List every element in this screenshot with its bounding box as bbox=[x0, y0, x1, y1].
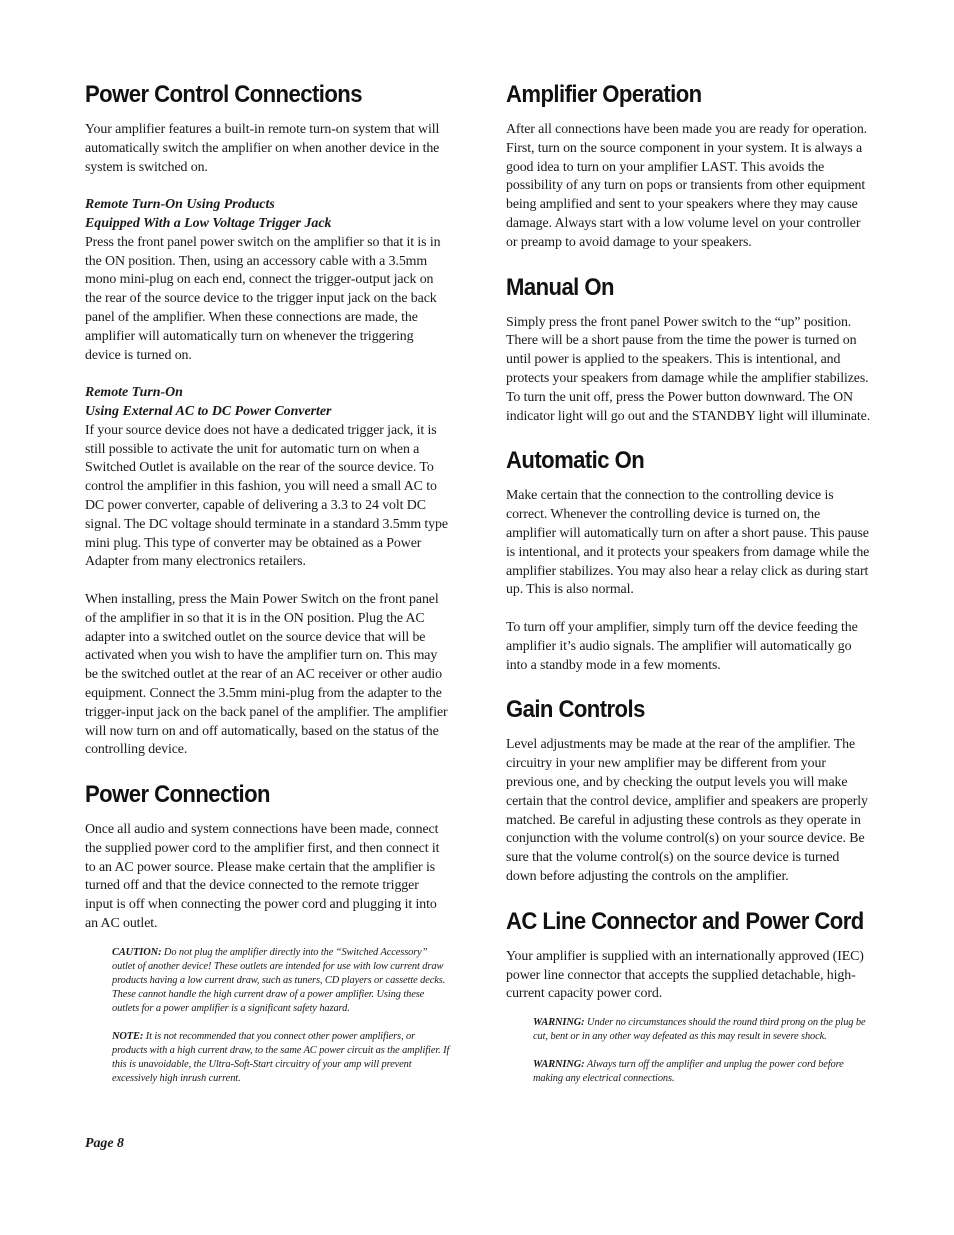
note-text: It is not recommended that you connect other power amplifiers, or products with a high current draw, to the same AC power circuit as the amplifier. If this is unavoidable, the Ultra-Soft-Start circuitry of your amp will prevent excessively high inrush current. bbox=[112, 1030, 450, 1084]
right-column bbox=[506, 78, 871, 1086]
paragraph: Level adjustments may be made at the rear of the amplifier. The circuitry in your new amplifier may be different from your previous one, and by checking the output levels you will make certain that the control device, amplifier and speakers are properly matched. Be careful in adjusting these controls as they operate in conjunction with the volume control(s) on your source device. Be sure that the volume control(s) on the source device is turned down before adjusting the controls on the amplifier. bbox=[506, 737, 868, 884]
paragraph: Simply press the front panel Power switch to the “up” position. There will be a short pause from the time the power is turned on until power is applied to the speakers. This is intentional, and protects your speakers from damage while the amplifier stabilizes. To turn the unit off, press the Power button downward. The ON indicator light will go out and the STANDBY light will illuminate. bbox=[506, 314, 871, 424]
warning-note bbox=[533, 1016, 871, 1044]
automatic-on-section bbox=[506, 444, 871, 675]
section-heading: Gain Controls bbox=[506, 696, 645, 724]
left-column bbox=[85, 78, 450, 1086]
note bbox=[112, 1030, 450, 1086]
manual-on-section bbox=[506, 271, 871, 427]
warning-text: Under no circumstances should the round third prong on the plug be cut, bent or in any other way defeated as this may result in severe shock. bbox=[533, 1017, 866, 1043]
section-heading: Power Control Connections bbox=[85, 81, 362, 108]
section-heading: Automatic On bbox=[506, 447, 645, 475]
subheading: Remote Turn-On Using Products bbox=[85, 197, 275, 213]
paragraph: Your amplifier is supplied with an internationally approved (IEC) power line connector that accepts the supplied detachable, high-current capacity power cord. bbox=[506, 948, 864, 1002]
power-control-section bbox=[85, 78, 450, 760]
subheading: Equipped With a Low Voltage Trigger Jack bbox=[85, 215, 332, 231]
warning-label: WARNING: bbox=[533, 1017, 585, 1029]
section-heading: Amplifier Operation bbox=[506, 81, 702, 108]
paragraph: Your amplifier features a built-in remote turn-on system that will automatically switch the amplifier on when another device in the system is switched on. bbox=[85, 122, 440, 175]
caution-note bbox=[112, 946, 450, 1016]
amplifier-operation-section bbox=[506, 78, 871, 253]
section-heading: Manual On bbox=[506, 273, 614, 301]
subheading: Remote Turn-On bbox=[85, 385, 183, 401]
page-number: Page 8 bbox=[85, 1136, 124, 1151]
paragraph: Once all audio and system connections have been made, connect the supplied power cord to the amplifier first, and then connect it to an AC power source. Please make certain that the amplifier is turned off and that the device connected to the remote trigger input is off when connecting the power cord and plugging it into an AC outlet. bbox=[85, 822, 440, 932]
power-connection-section bbox=[85, 778, 450, 1086]
paragraph: Press the front panel power switch on the amplifier so that it is in the ON position. Then, using an accessory cable with a 3.5mm mono mini-plug on each end, connect the trigger-output jack on the rear of the source device to the trigger input jack on the back panel of the amplifier. When these connections are made, the amplifier will automatically turn on whenever the triggering device is turned on. bbox=[85, 234, 441, 363]
warning-label: WARNING: bbox=[533, 1059, 585, 1071]
warning-text: Always turn off the amplifier and unplug the power cord before making any electrical connections. bbox=[533, 1059, 844, 1085]
paragraph: To turn off your amplifier, simply turn off the device feeding the amplifier it’s audio signals. The amplifier will automatically go into a standby mode in a few moments. bbox=[506, 619, 858, 673]
subheading: Using External AC to DC Power Converter bbox=[85, 403, 332, 419]
section-heading: AC Line Connector and Power Cord bbox=[506, 907, 864, 935]
caution-label: CAUTION: bbox=[112, 946, 162, 958]
ac-line-section bbox=[506, 905, 871, 1086]
gain-controls-section bbox=[506, 693, 871, 886]
note-label: NOTE: bbox=[112, 1030, 144, 1042]
paragraph: Make certain that the connection to the controlling device is correct. Whenever the controlling device is turned on, the amplifier will automatically turn on after a short pause. This pause is intentional, and it protects your speakers from damage while the amplifier stabilizes. You may also hear a relay click as during start up. This is also normal. bbox=[506, 488, 870, 598]
paragraph: After all connections have been made you are ready for operation. First, turn on the source component in your system. It is always a good idea to turn on your amplifier LAST. This avoids the possibility of any turn on pops or transients from other equipment being amplified and sent to your speakers where they may cause damage. Always start with a low volume level on your controller or preamp to avoid damage to your speakers. bbox=[506, 122, 868, 250]
section-heading: Power Connection bbox=[85, 781, 271, 809]
caution-text: Do not plug the amplifier directly into the “Switched Accessory” outlet of another device! These outlets are intended for use with low current draw products having a low current draw, such as tuners, CD players or cassette decks. These cannot handle the high current draw of a power amplifier. Using these outlets for a power amplifier is a significant safety hazard. bbox=[112, 946, 446, 1014]
paragraph: If your source device does not have a dedicated trigger jack, it is still possible to activate the unit for automatic turn on when a Switched Outlet is available on the rear of the source device. To control the amplifier in this fashion, you will need a small AC to DC power converter, capable of delivering a 3.3 to 24 volt DC signal. The DC voltage should terminate in a standard 3.5mm type mini plug. This type of converter may be obtained as a Power Adapter from many electronics retailers. bbox=[85, 422, 448, 570]
warning-note bbox=[533, 1058, 871, 1086]
paragraph: When installing, press the Main Power Switch on the front panel of the amplifier in so that it is in the ON position. Plug the AC adapter into a switched outlet on the source device that will be activated when you wish to have the amplifier turn on. This may be the switched outlet at the rear of an AC receiver or other audio equipment. Connect the 3.5mm mini-plug from the adapter to the trigger-input jack on the back panel of the amplifier. The amplifier will now turn on and off automatically, based on the status of the controlling device. bbox=[85, 591, 448, 758]
